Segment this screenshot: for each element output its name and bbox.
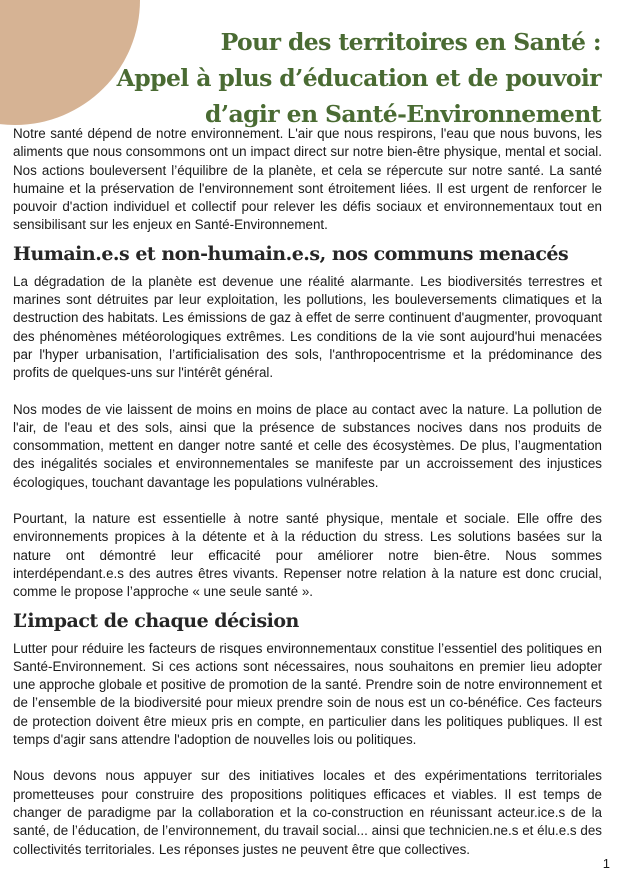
- paragraph: La dégradation de la planète est devenue une réalité alarmante. Les biodiversités terrestres et marines sont détruites par leur exploitation, les pollutions, les bouleversements climatiques et la destruction des habitats. Les émissions de gaz à effet de serre continuent d'augmenter, provoquant des phénomènes météorologiques extrêmes. Les conditions de la vie sont aujourd'hui menacées par l'hyper urbanisation, l’artificialisation des sols, l'anthropocentrisme et la prédominance des profits de quelques-uns sur l'intérêt général.: [13, 273, 602, 381]
- page-number: 1: [602, 856, 610, 871]
- section-threatened-commons: [13, 240, 602, 602]
- paragraph: Pourtant, la nature est essentielle à notre santé physique, mentale et sociale. Elle offre des environnements propices à la détente et à la réduction du stress. Les solutions basées sur la nature ont démontré leur efficacité pour améliorer notre bien-être. Nous sommes interdépendant.e.s des autres êtres vivants. Repenser notre relation à la nature est donc crucial, comme le propose l’approche « une seule santé ».: [13, 511, 602, 600]
- paragraph: Nous devons nous appuyer sur des initiatives locales et des expérimentations territoriales prometteuses pour construire des propositions politiques efficaces et viables. Il est temps de changer de paradigme par la collaboration et la co-construction en réunissant acteur.ice.s de la santé, de l’éducation, de l’environnement, du travail social... ainsi que technicien.ne.s et élu.e.s des collectivités territoriales. Les réponses justes ne peuvent être que collectives.: [13, 768, 602, 857]
- section-heading: L’impact de chaque décision: [13, 609, 299, 632]
- document-title: [81, 24, 601, 132]
- section-decision-impact: [13, 607, 602, 859]
- intro-paragraph: Notre santé dépend de notre environnement. L'air que nous respirons, l'eau que nous buvons, les aliments que nous consommons ont un impact direct sur notre bien-être physique, mental et social. Nos actions bouleversent l’équilibre de la planète, et cela se répercute sur notre santé. La santé humaine et la préservation de l'environnement sont étroitement liées. Il est urgent de renforcer le pouvoir d'action individuel et collectif pour relever les défis sociaux et environnementaux tout en sensibilisant sur les enjeux en Santé-Environnement.: [13, 126, 602, 233]
- paragraph: Nos modes de vie laissent de moins en moins de place au contact avec la nature. La pollution de l'air, de l'eau et des sols, ainsi que la présence de substances nocives dans nos produits de consommation, mettent en danger notre santé et celle des écosystèmes. De plus, l’augmentation des inégalités sociales et environnementales se manifeste par un accroissement des injustices écologiques, touchant davantage les populations vulnérables.: [13, 401, 602, 490]
- title-line-3: d’agir en Santé-Environnement: [205, 99, 601, 128]
- paragraph: Lutter pour réduire les facteurs de risques environnementaux constitue l’essentiel des politiques en Santé-Environnement. Si ces actions sont nécessaires, nous souhaitons en premier lieu adopter une approche globale et positive de promotion de la santé. Prendre soin de notre environnement et de l’ensemble de la biodiversité pour mieux prendre soin de nous est un co-bénéfice. Ces facteurs de protection doivent être mieux pris en compte, en particulier dans les politiques publiques. Il est temps d'agir sans attendre l'adoption de nouvelles lois ou politiques.: [13, 640, 602, 748]
- title-line-1: Pour des territoires en Santé :: [220, 27, 601, 56]
- title-line-2: Appel à plus d’éducation et de pouvoir: [116, 63, 601, 92]
- document-body: [13, 125, 602, 859]
- section-heading: Humain.e.s et non-humain.e.s, nos communs menacés: [13, 242, 569, 265]
